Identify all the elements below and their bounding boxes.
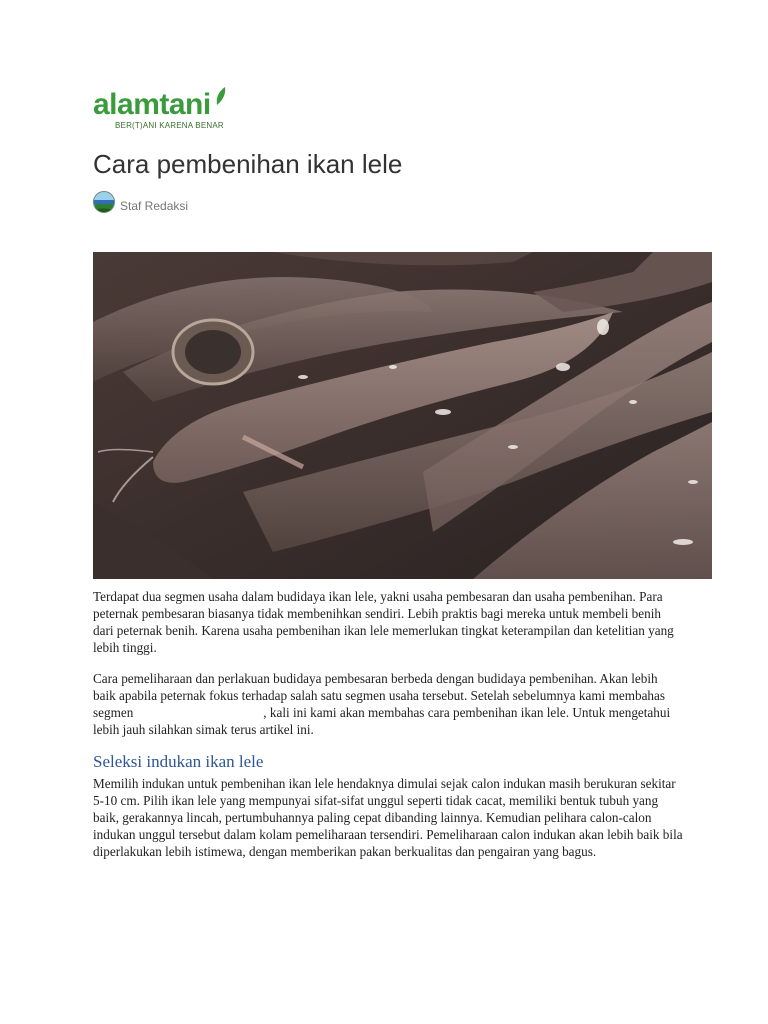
- site-logo[interactable]: [93, 86, 233, 134]
- paragraph-segments-end: , kali ini kami akan membahas cara pembenihan ikan lele. Untuk mengetahui lebih jauh silahkan simak terus artikel ini.: [93, 705, 671, 737]
- paragraph-selection: Memilih indukan untuk pembenihan ikan lele hendaknya dimulai sejak calon indukan masih berukuran sekitar 5-10 cm. Pilih ikan lele yang mempunyai sifat-sifat unggul seperti tidak cacat, memiliki bentuk tubuh yang baik, gerakannya lincah, pertumbuhannya paling cepat dibanding lainnya. Kemudian pelihara calon-calon indukan unggul tersebut dalam kolam pemeliharaan tersendiri. Pemeliharaan calon indukan akan lebih baik bila diperlakukan lebih istimewa, dengan memberikan pakan berkualitas dan pengairan yang bagus.: [93, 776, 683, 859]
- article-title: Cara pembenihan ikan lele: [93, 149, 403, 179]
- author-name[interactable]: Staf Redaksi: [120, 199, 189, 213]
- author-byline: [93, 190, 188, 214]
- section-heading: Seleksi indukan ikan lele: [93, 752, 264, 771]
- author-avatar-icon: [93, 191, 115, 213]
- logo-tagline: BER(T)ANI KARENA BENAR: [115, 121, 224, 130]
- catfish-photo: [93, 252, 712, 579]
- article-body: [93, 588, 683, 874]
- logo-wordmark: alamtani: [93, 88, 211, 121]
- article-photo: [93, 252, 712, 579]
- paragraph-segments: [93, 670, 683, 738]
- leaf-icon: [211, 86, 227, 106]
- paragraph-segments-start: Cara pemeliharaan dan perlakuan budidaya pembesaran berbeda dengan budidaya pembenihan. Akan lebih baik apabila peternak fokus terhadap salah satu segmen usaha tersebut. Setelah sebelumnya kami membahas segmen: [93, 671, 665, 720]
- paragraph-intro: Terdapat dua segmen usaha dalam budidaya ikan lele, yakni usaha pembesaran dan usaha pembenihan. Para peternak pembesaran biasanya tidak membenihkan sendiri. Lebih praktis bagi mereka untuk membeli benih dari peternak benih. Karena usaha pembenihan ikan lele memerlukan tingkat keterampilan dan ketelitian yang lebih tinggi.: [93, 589, 674, 655]
